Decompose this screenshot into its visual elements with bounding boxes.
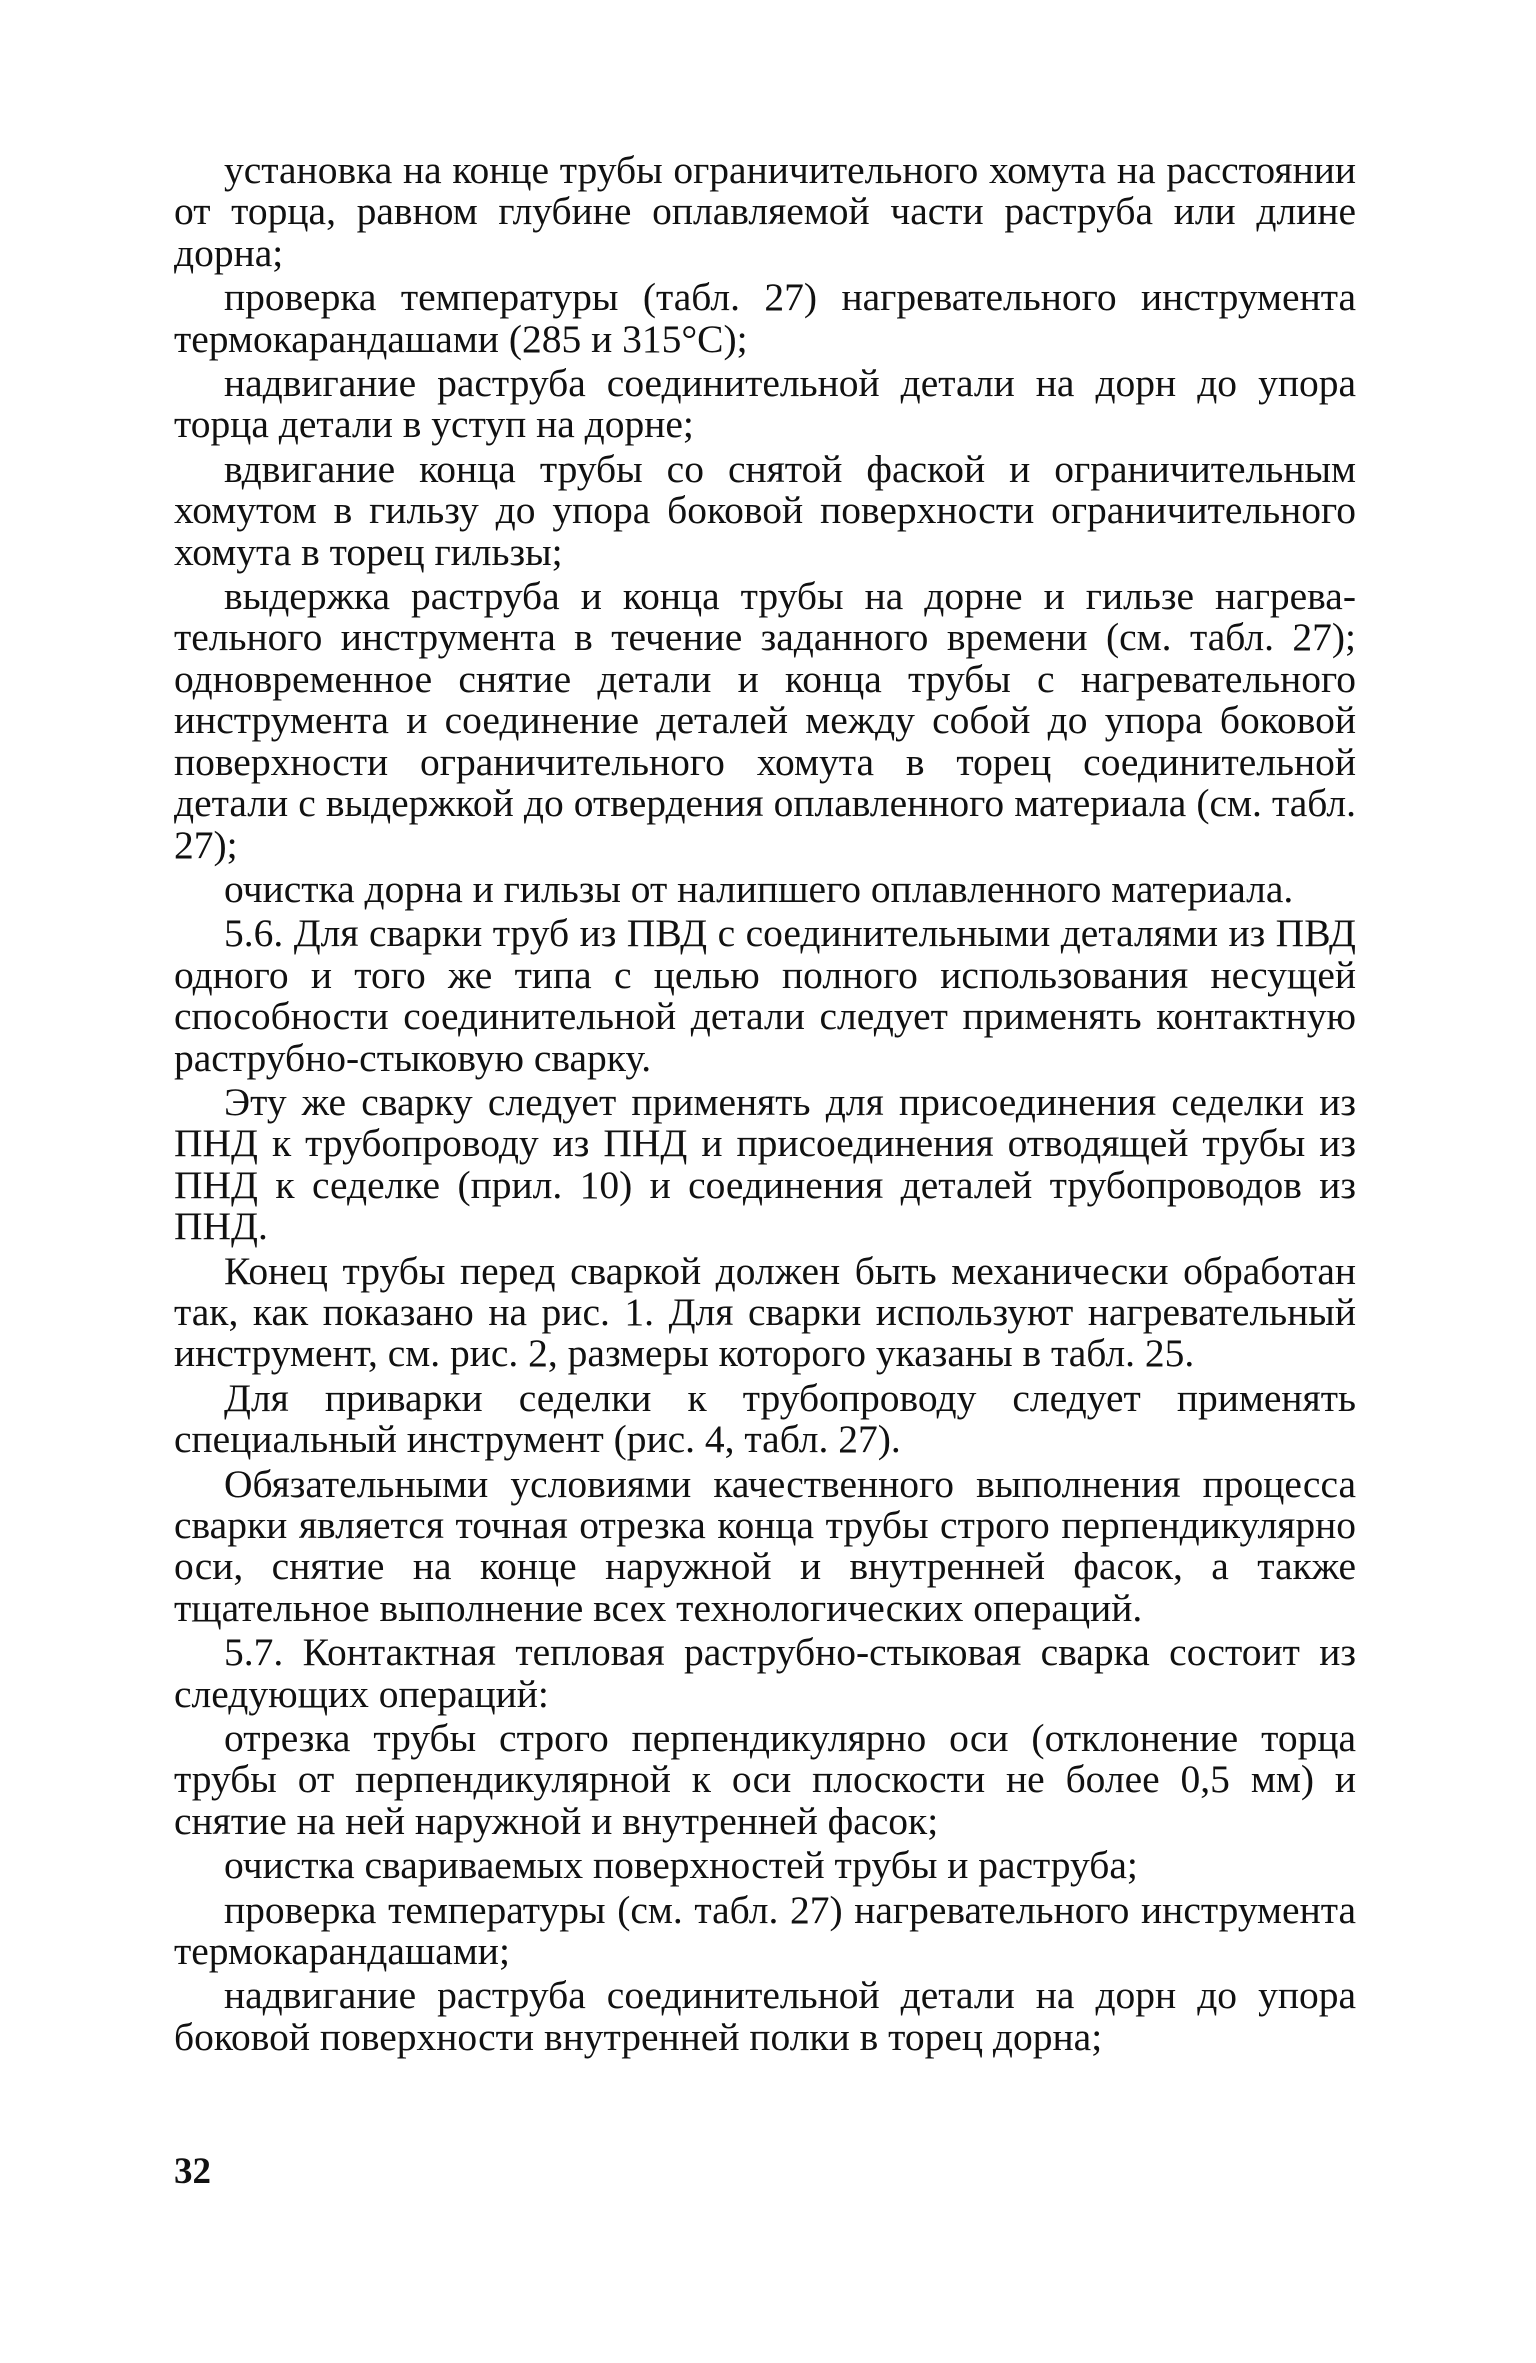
page-number: 32 — [174, 2151, 211, 2192]
paragraph-section-5-6: 5.6. Для сварки труб из ПВД с соединительными деталями из ПВД одного и того же типа с целью полного использования несущей способности соединительной детали следует применять контактную раструбно-стыковую сварку. — [174, 911, 1356, 1080]
paragraph-socket-on-mandrel-2: надвигание раструба соединительной детали на дорн до упора боковой поверхности внутренней полки в торец дорна; — [174, 1973, 1356, 2059]
paragraph-clamp-installation: установка на конце трубы ограничительного хомута на расстоянии от торца, равном глубине оплавляемой части раструба или длине дорна; — [174, 148, 1356, 275]
page-body — [174, 150, 1356, 2061]
paragraph-pipe-end-machining: Конец трубы перед сваркой должен быть механически обработан так, как показано на рис. 1. Для сварки используют нагревательный инструмент, см. рис. 2, размеры которого указаны в табл. 25. — [174, 1248, 1356, 1376]
paragraph-holding-time: выдержка раструба и конца трубы на дорне и гильзе нагревательного инструмента в течение заданного времени (см. табл. 27); одновременное снятие детали и конца трубы с нагревательного инструмента и соединение деталей между собой до упора боковой поверхности ограничительного хомута в торец соединительной детали с выдержкой до отвердения оплавленного материала (см. табл. 27); — [174, 574, 1356, 867]
paragraph-saddle-tool: Для приварки седелки к трубопроводу следует применять специальный инструмент (рис. 4, табл. 27). — [174, 1375, 1356, 1462]
paragraph-temperature-check-2: проверка температуры (см. табл. 27) нагревательного инструмента термокарандашами; — [174, 1887, 1356, 1974]
paragraph-saddle-welding: Эту же сварку следует применять для присоединения седелки из ПНД к трубопроводу из ПНД и присоединения отводящей трубы из ПНД к седелке (прил. 10) и соединения деталей трубопроводов из ПНД. — [174, 1079, 1356, 1249]
paragraph-socket-on-mandrel: надвигание раструба соединительной детали на дорн до упора торца детали в уступ на дорне; — [174, 361, 1356, 447]
paragraph-cleaning-mandrel: очистка дорна и гильзы от налипшего оплавленного материала. — [224, 866, 1294, 911]
paragraph-section-5-7: 5.7. Контактная тепловая раструбно-стыковая сварка состоит из следующих операций: — [174, 1630, 1356, 1716]
paragraph-surface-cleaning: очистка свариваемых поверхностей трубы и раструба; — [224, 1843, 1138, 1888]
paragraph-mandatory-conditions: Обязательными условиями качественного выполнения процесса сварки является точная отрезка конца трубы строго перпендикулярно оси, снятие на конце наружной и внутренней фасок, а также тщательное выполнение всех технологических операций. — [174, 1461, 1356, 1630]
paragraph-temperature-check: проверка температуры (табл. 27) нагревательного инструмента термокарандашами (285 и 315°С); — [174, 275, 1356, 361]
paragraph-pipe-into-sleeve: вдвигание конца трубы со снятой фаской и ограничительным хомутом в гильзу до упора боковой поверхности ограничительного хомута в торец гильзы; — [174, 446, 1356, 574]
paragraph-pipe-cutting: отрезка трубы строго перпендикулярно оси (отклонение торца трубы от перпендикулярной к оси плоскости не более 0,5 мм) и снятие на ней наружной и внутренней фасок; — [174, 1716, 1356, 1843]
